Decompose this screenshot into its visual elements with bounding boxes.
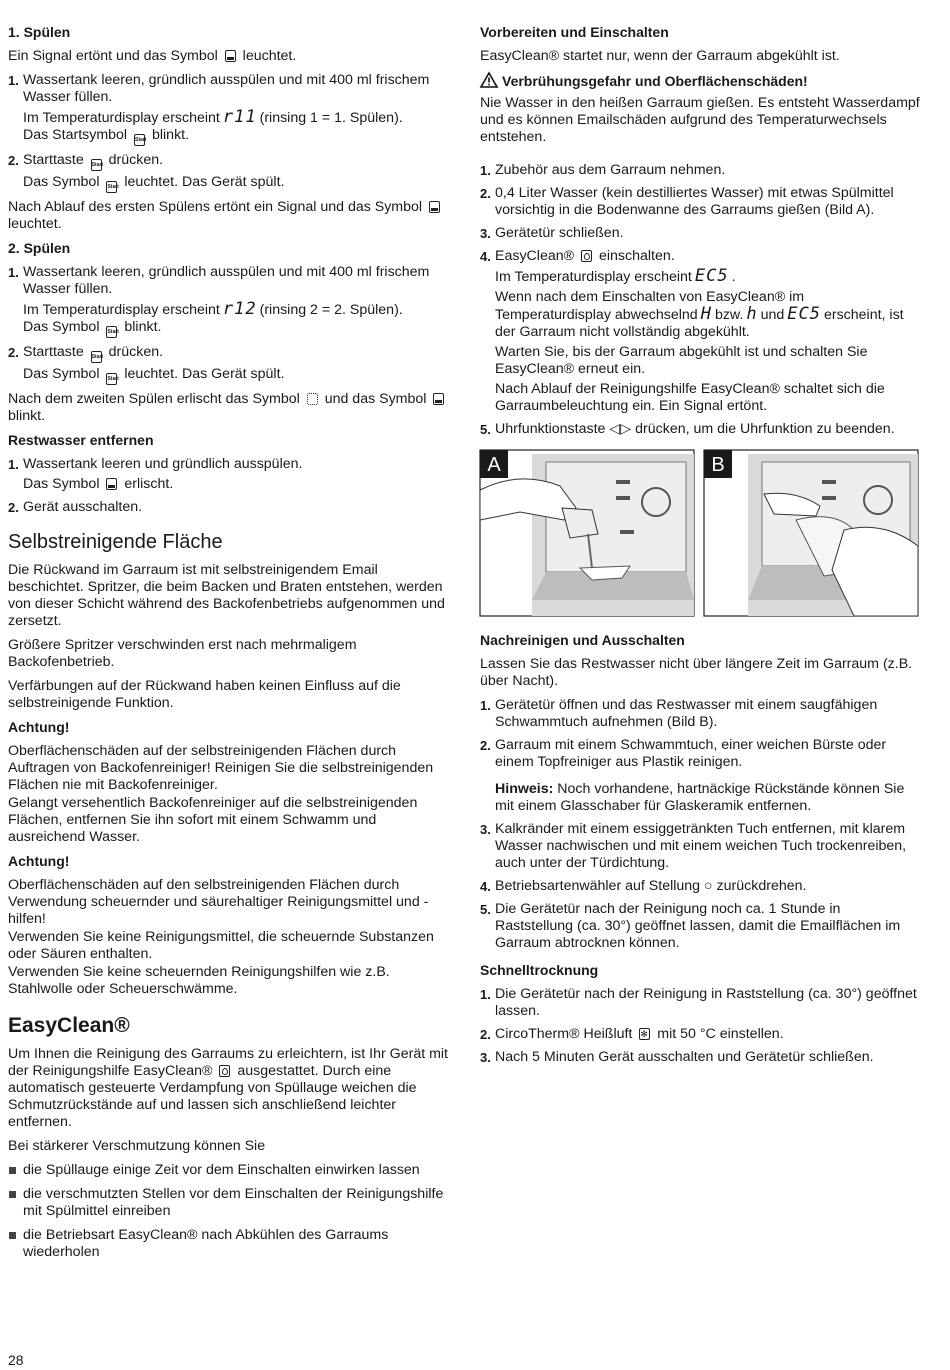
figure-label: B xyxy=(711,454,725,476)
water-tank-icon xyxy=(106,478,117,490)
caution-title: Achtung! xyxy=(8,853,70,869)
paragraph: Nach dem zweiten Spülen erlischt das Symbol und das Symbol blinkt. xyxy=(8,391,448,425)
hint-label: Hinweis: xyxy=(495,781,554,797)
pouring-water-illustration xyxy=(480,450,694,616)
right-column xyxy=(480,24,920,1072)
section-title-quick-dry: Schnelltrocknung xyxy=(480,962,599,978)
paragraph: Oberflächenschäden auf den selbstreinigenden Flächen durch Verwendung scheuernder und säurehaltiger Reinigungsmittel und -hilfen! xyxy=(8,877,429,927)
hot-air-fan-icon xyxy=(639,1028,650,1040)
page-number: 28 xyxy=(8,1352,24,1368)
section-title-prepare: Vorbereiten und Einschalten xyxy=(480,24,669,40)
warning-title: Verbrühungsgefahr und Oberflächenschäden! xyxy=(480,72,920,90)
start-icon: Start xyxy=(106,326,117,338)
paragraph: Gelangt versehentlich Backofenreiniger auf die selbstreinigenden Flächen, entfernen Sie ihn sofort mit einem Schwamm und ausreichend Wasser. xyxy=(8,795,418,845)
list-item: die Betriebsart EasyClean® nach Abkühlen des Garraums wiederholen xyxy=(8,1227,448,1261)
display-readout: r12 xyxy=(222,299,257,319)
list-item: 2. Garraum mit einem Schwammtuch, einer weichen Bürste oder einem Topfreiniger aus Plastik reinigen. Hinweis: Noch vorhandene, hartnäckige Rückstände können Sie mit einem Glasschaber für Glaskeramik entfernen. xyxy=(480,737,905,814)
figure-label: A xyxy=(487,454,501,476)
list-item: 4. Betriebsartenwähler auf Stellung ○ zurückdrehen. xyxy=(480,878,807,894)
list-item: 5. Die Gerätetür nach der Reinigung noch ca. 1 Stunde in Raststellung (ca. 30°) geöffnet lassen, damit die Emailflächen im Garraum abtrocknen können. xyxy=(480,901,901,951)
easyclean-drop-icon xyxy=(219,1065,230,1077)
caution-title: Achtung! xyxy=(8,719,70,735)
clock-function-icon: ◁▷ xyxy=(609,421,632,437)
display-readout: h xyxy=(746,304,758,324)
list-item: die Spüllauge einige Zeit vor dem Einschalten einwirken lassen xyxy=(8,1162,448,1179)
figure-row xyxy=(480,450,920,616)
list-item: 1. Wassertank leeren, gründlich ausspülen und mit 400 ml frischem Wasser füllen. Im Temperaturdisplay erscheint r11 (rinsing 1 = 1. Spülen). Das Startsymbol Start blinkt. xyxy=(8,72,448,146)
display-readout: H xyxy=(700,304,712,324)
list-item: 1. Wassertank leeren, gründlich ausspülen und mit 400 ml frischem Wasser füllen. Im Temperaturdisplay erscheint r12 (rinsing 2 = 2. Spülen). Das Symbol Start blinkt. xyxy=(8,264,448,338)
left-column xyxy=(8,24,448,1268)
paragraph: Lassen Sie das Restwasser nicht über längere Zeit im Garraum (z.B. über Nacht). xyxy=(480,656,913,689)
list-item: 1. Zubehör aus dem Garraum nehmen. xyxy=(480,162,726,178)
section-title-rinse-2: 2. Spülen xyxy=(8,240,71,256)
paragraph: Nach Ablauf des ersten Spülens ertönt ein Signal und das Symbol leuchtet. xyxy=(8,199,448,233)
display-readout: EC5 xyxy=(694,266,729,286)
start-icon: Start xyxy=(134,134,145,146)
start-icon: Start xyxy=(106,181,117,193)
figure-b xyxy=(704,450,918,616)
list-item: 3. Kalkränder mit einem essiggetränkten Tuch entfernen, mit klarem Wasser nachwischen und mit einem weichen Tuch trockenreiben, auch unter der Türdichtung. xyxy=(480,821,907,871)
list-item: 1. Wassertank leeren und gründlich ausspülen. Das Symbol erlischt. xyxy=(8,456,303,492)
paragraph: Verfärbungen auf der Rückwand haben keinen Einfluss auf die selbstreinigende Funktion. xyxy=(8,678,401,711)
paragraph: Nie Wasser in den heißen Garraum gießen. Es entsteht Wasserdampf und es können Emailschäden aufgrund des Temperaturwechsels entstehen. xyxy=(480,95,920,145)
paragraph: Größere Spritzer verschwinden erst nach mehrmaligem Backofenbetrieb. xyxy=(8,637,357,670)
list-item: 1. Gerätetür öffnen und das Restwasser mit einem saugfähigen Schwammtuch aufnehmen (Bild B). xyxy=(480,697,878,730)
warning-triangle-icon xyxy=(480,72,498,88)
figure-a xyxy=(480,450,694,616)
paragraph: Bei stärkerer Verschmutzung können Sie xyxy=(8,1138,266,1154)
heading-self-cleaning: Selbstreinigende Fläche xyxy=(8,531,223,553)
start-icon: Start xyxy=(91,351,102,363)
display-readout: r11 xyxy=(222,107,257,127)
list-item: 2. CircoTherm® Heißluft ✻ mit 50 °C einstellen. xyxy=(480,1026,920,1043)
list-item: 2. Starttaste Start drücken. Das Symbol Start leuchtet. Das Gerät spült. xyxy=(8,152,448,193)
water-tank-icon xyxy=(225,50,236,62)
water-tank-icon xyxy=(433,393,444,405)
paragraph: Die Rückwand im Garraum ist mit selbstreinigendem Email beschichtet. Spritzer, die beim Backen und Braten entstehen, werden von dieser Schicht während des Backofenbetriebs aufgenommen und zersetzt. xyxy=(8,562,445,629)
heading-easyclean: EasyClean® xyxy=(8,1014,130,1037)
list-item: 2. 0,4 Liter Wasser (kein destilliertes Wasser) mit etwas Spülmittel vorsichtig in die Bodenwanne des Garraums gießen (Bild A). xyxy=(480,185,894,218)
list-item: 3. Gerätetür schließen. xyxy=(480,225,624,241)
section-title-rinse-1: 1. Spülen xyxy=(8,24,71,40)
list-item: 4. EasyClean® einschalten. Im Temperaturdisplay erscheint EC5 . Wenn nach dem Einschalten von EasyClean® im Temperaturdisplay abwechselnd H bzw. h und EC5 erscheint, ist der Garraum nicht vollständig abgekühlt. Warten Sie, bis der Garraum abgekühlt ist und schalten Sie EasyClean® erneut ein. Nach Ablauf der Reinigungshilfe EasyClean® schaltet sich die Garraumbeleuchtung ein. Ein Signal ertönt. xyxy=(480,248,904,414)
list-item: 2. Starttaste Start drücken. Das Symbol Start leuchtet. Das Gerät spült. xyxy=(8,344,448,385)
water-tank-icon xyxy=(429,201,440,213)
paragraph: Ein Signal ertönt und das Symbol leuchtet. xyxy=(8,48,297,64)
list-item: die verschmutzten Stellen vor dem Einschalten der Reinigungshilfe mit Spülmittel einreiben xyxy=(8,1186,448,1220)
start-icon: Start xyxy=(91,159,102,171)
paragraph: EasyClean® startet nur, wenn der Garraum abgekühlt ist. xyxy=(480,48,840,64)
off-position-icon: ○ xyxy=(704,878,713,894)
list-item: 3. Nach 5 Minuten Gerät ausschalten und Gerätetür schließen. xyxy=(480,1049,874,1065)
start-icon: Start xyxy=(106,373,117,385)
paragraph: Oberflächenschäden auf der selbstreinigenden Flächen durch Auftragen von Backofenreiniger! Reinigen Sie die selbstreinigenden Flächen nie mit Backofenreiniger. xyxy=(8,743,434,793)
list-item: 1. Die Gerätetür nach der Reinigung in Raststellung (ca. 30°) geöffnet lassen. xyxy=(480,986,917,1019)
section-title-residual-water: Restwasser entfernen xyxy=(8,432,154,448)
display-readout: EC5 xyxy=(787,304,821,324)
paragraph: Verwenden Sie keine Reinigungsmittel, die scheuernde Substanzen oder Säuren enthalten. xyxy=(8,929,434,962)
paragraph: Um Ihnen die Reinigung des Garraums zu erleichtern, ist Ihr Gerät mit der Reinigungshilfe EasyClean® ausgestattet. Durch eine automatisch gesteuerte Verdampfung von Spüllauge weichen die Schmutzrückstände auf und lassen sich anschließend leichter entfernen. xyxy=(8,1046,448,1130)
easyclean-drop-icon xyxy=(581,250,592,262)
list-item: 2. Gerät ausschalten. xyxy=(8,499,143,515)
paragraph: Verwenden Sie keine scheuernden Reinigungshilfen wie z.B. Stahlwolle oder Scheuerschwämme. xyxy=(8,964,390,997)
wiping-water-illustration xyxy=(704,450,918,616)
list-item: 5. Uhrfunktionstaste ◁▷ drücken, um die Uhrfunktion zu beenden. xyxy=(480,421,895,437)
section-title-post-cleaning: Nachreinigen und Ausschalten xyxy=(480,632,685,648)
dotted-symbol-icon xyxy=(307,393,318,405)
